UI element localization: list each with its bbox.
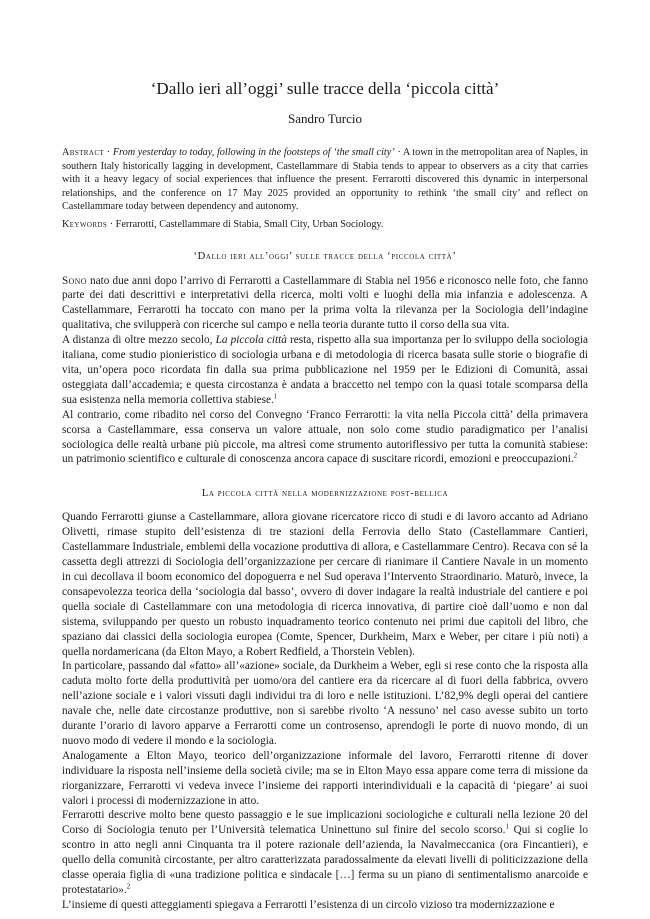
section2-paragraph-2: In particolare, passando dal «fatto» all’«azione» sociale, da Durkheim a Weber, egli si rese conto che la risposta alla caduta molto forte della produttività per uomo/ora del cantiere era da ricercare al di fuori della fabbrica, ovvero nell’azione sociale e i valori vissuti dagli individui tra di loro e nelle istituzioni. L’82,9% degli operai del cantiere navale che, nelle date circostanze produttive, non si sarebbe rivolto ‘A nessuno’ nel caso avesse subito un torto durante l’orario di lavoro apparve a Ferrarotti come un controsenso, aprendogli le porte di nuovo mondo, di un nuovo modo di vedere il mondo e la sociologia.	[62, 660, 588, 747]
section-heading-1: ‘Dallo ieri all’oggi’ sulle tracce della ‘piccola città’	[193, 250, 457, 262]
section2-p4-text-a: Ferrarotti descrive molto bene questo passaggio e le sue implicazioni sociologiche e culturali nella lezione 20 del Corso di Sociologia tenuto per l’Università telematica Uninettuno sul finire del secolo scorso.	[62, 809, 588, 837]
section1-p3-text: Al contrario, come ribadito nel corso del Convegno ‘Franco Ferrarotti: la vita nella Piccola città’ della primavera scorsa a Castellammare, essa conserva un valore attuale, non solo come studio paradigmatico per l’analisi sociologica delle realtà urbane più piccole, ma altresì come strumento autoriflessivo per tutta la comunità stabiese: un patrimonio scientifico e culturale di conoscenza ancora capace di suscitare ricordi, emozioni e preoccupazioni.	[62, 408, 588, 466]
section1-paragraph-1	[62, 274, 588, 334]
abstract-text: · A town in the metropolitan area of Naples, in southern Italy historically lagging in development, Castellammare di Stabia tends to appear to observers as a city that carries with it a heavy legacy of social experiences that influence the present. Ferrarotti discovered this dynamic in interpersonal relationships, and the conference on 17 May 2025 provided an opportunity to rethink ‘the small city’ and reflect on Castellammare today between dependency and autonomy.	[62, 147, 588, 213]
section2-paragraph-3: Analogamente a Elton Mayo, teorico dell’organizzazione informale del lavoro, Ferrarotti ritenne di dover individuare la risposta nell’insieme della società civile; ma se in Elton Mayo essa appare come terra di missione da riorganizzare, Ferrarotti vi vedeva invece l’insieme dei rapporti interindividuali e la capacità di ‘piegare’ ai suoi valori i processi di modernizzazione in atto.	[62, 749, 588, 807]
drop-lead-word: Sono	[62, 274, 87, 287]
section2-paragraph-5: L’insieme di questi atteggiamenti spiegava a Ferrarotti l’esistenza di un circolo vizioso tra modernizzazione e	[62, 898, 555, 911]
paper-title: ‘Dallo ieri all’oggi’ sulle tracce della ‘piccola città’	[150, 79, 500, 98]
section1-p2-text-a: A distanza di oltre mezzo secolo,	[62, 334, 216, 347]
author-name: Sandro Turcio	[287, 111, 363, 126]
abstract	[62, 146, 588, 214]
section2-paragraph-1: Quando Ferrarotti giunse a Castellammare, allora giovane ricercatore ricco di studi e di lavoro accanto ad Adriano Olivetti, rimase stupito dell’esistenza di tre stazioni della Ferrovia dello Stato (Castellammare Cantieri, Castellammare Industriale, emblemi della vocazione produttiva di allora, e Castellammare Centro). Recava con sé la cassetta degli attrezzi di Sociologia dell’organizzazione per cercare di rianimare il Cantiere Navale in un momento in cui decollava il boom economico del dopoguerra e nel Sud operava l’Intervento Straordinario. Maturò, invece, la consapevolezza teorica della ‘sociologia dal basso’, ovvero di dover indagare la realtà industriale del cantiere e poi quella sociale di Castellammare con una metodologia di ricerca innovativa, di partire cioè dall’uomo e non dal sistema, sviluppando per questo un robusto inquadramento teorico contenuto nei primi due capitoli del libro, che spaziano dai classici della sociologia europea (Comte, Spencer, Durkheim, Marx e Weber, per citare i più noti) a quella nordamericana (da Elton Mayo, a Robert Redfield, a Thorstein Veblen).	[62, 511, 588, 658]
section-heading-2: La piccola città nella modernizzazione post-bellica	[201, 488, 449, 500]
section2-paragraph-4	[62, 808, 588, 897]
section1-paragraph-2	[62, 333, 588, 408]
footnote-ref[interactable]: 1	[273, 392, 278, 401]
section1-p1-text: nato due anni dopo l’arrivo di Ferrarotti a Castellammare di Stabia nel 1956 e riconosco nelle foto, che fanno parte dei dati descrittivi e interpretativi della ricerca, molti volti e luoghi della mia infanzia e adolescenza. A Castellammare, Ferrarotti ha toccato con mano per la prima volta la rilevanza per la Sociologia dell’indagine qualitativa, che svilupperà con ricerche sul campo e nella teoria durante tutto il corso della sua vita.	[62, 274, 588, 332]
abstract-italic-title: From yesterday to today, following in the footsteps of ‘the small city’	[112, 147, 395, 158]
paper-page	[62, 60, 588, 912]
keywords-text: · Ferrarotti, Castellammare di Stabia, Small City, Urban Sociology.	[107, 218, 384, 230]
footnote-ref[interactable]: 2	[573, 451, 578, 460]
keywords-label: Keywords	[62, 218, 108, 230]
section2-p4-text-b: Qui si coglie lo scontro in atto negli anni Cinquanta tra il potere razionale dell’azienda, la Navalmeccanica (ora Fincantieri), e quello della comunità circostante, per altro caratterizzata paradossalmente da elevati livelli di politicizzazione della classe operaia figlia di «una tradizione politica e sindacale […] ferma su un piano di sentimentalismo anarcoide e protestatario».	[62, 824, 588, 896]
abstract-separator: ·	[104, 147, 113, 158]
book-title-italic: La piccola città	[215, 334, 287, 347]
footnote-ref[interactable]: 2	[126, 882, 131, 891]
abstract-label: Abstract	[62, 147, 105, 158]
footnote-ref[interactable]: 1	[505, 822, 509, 831]
section1-paragraph-3	[62, 408, 588, 468]
keywords	[62, 218, 588, 232]
section1-p2-text-b: resta, rispetto alla sua importanza per lo sviluppo della sociologia italiana, come studio pionieristico di sociologia urbana e di metodologia di ricerca basata sulle storie o biografie di vita, un’opera poco ricordata fin dalla sua prima pubblicazione nel 1959 per le Edizioni di Comunità, assai osteggiata dall’accademia; e questa circostanza è andata a braccetto nel tempo con la quasi totale scomparsa della sua esistenza nella memoria collettiva stabiese.	[62, 334, 588, 406]
